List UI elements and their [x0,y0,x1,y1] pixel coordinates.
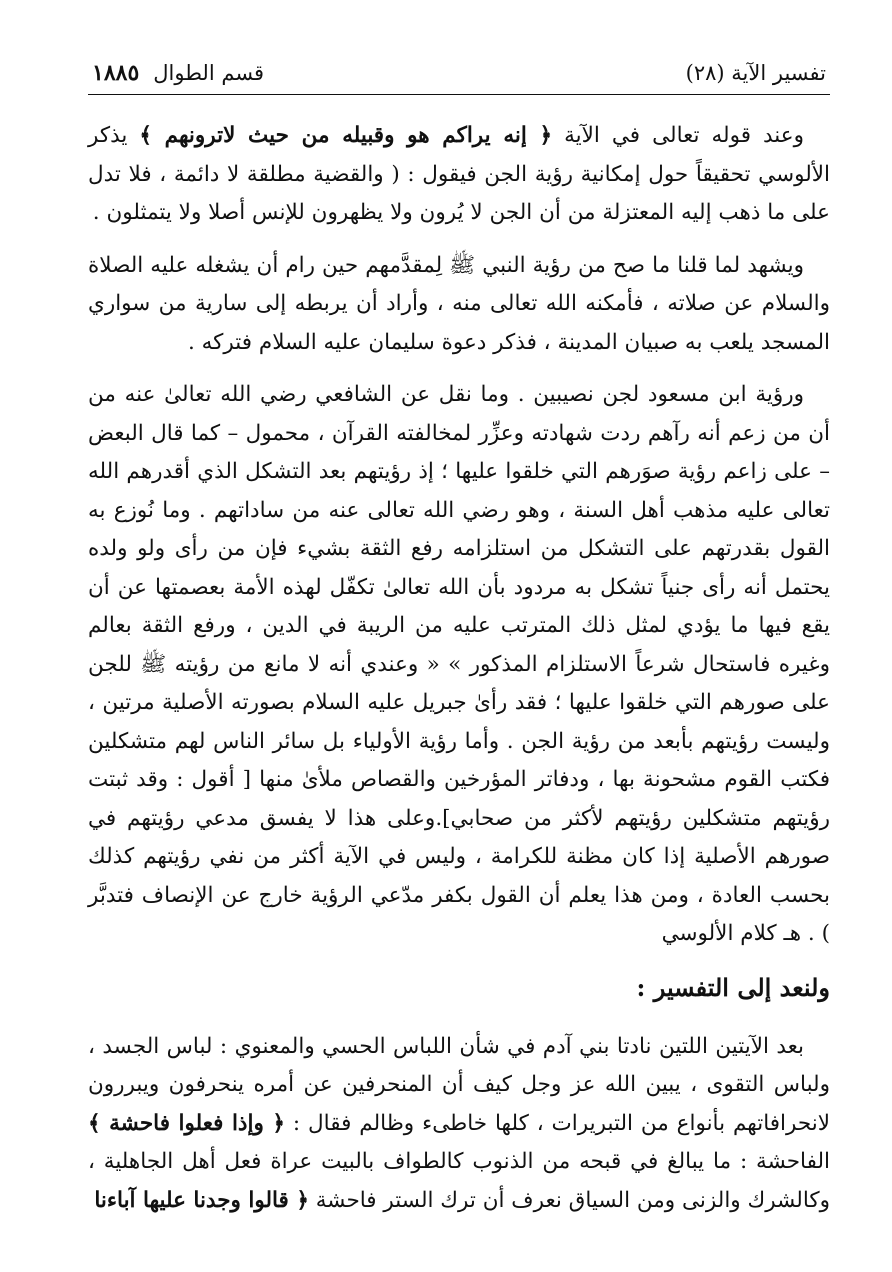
page-header [88,58,830,95]
paragraph-2: ويشهد لما قلنا ما صح من رؤية النبي ﷺ لِمقدَّمهم حين رام أن يشغله عليه الصلاة والسلام عن صلاته ، فأمكنه الله تعالى منه ، وأراد أن يربطه إلى سارية من سواري المسجد يلعب به صبيان المدينة ، فذكر دعوة سليمان عليه السلام فتركه . [88,252,830,355]
paragraph-4 [88,1028,830,1221]
paragraph-1-text-a: وعند قوله تعالى في الآية [552,123,804,148]
section-heading-text: ولنعد إلى التفسير [653,972,830,1002]
page [88,58,830,1234]
quran-quote-3: ﴿ قالوا وجدنا عليها آباءنا [94,1187,309,1213]
section-heading [88,968,830,1008]
quran-quote-1: ﴿ إنه يراكم هو وقبيله من حيث لاترونهم ﴾ [139,123,553,148]
paragraph-3 [88,376,830,954]
paragraph-3-text-b: وعلى هذا لا يفسق مدعي رؤيتهم في صورهم الأصلية إذا كان مظنة للكرامة ، وليس في الآية أكثر من نفي رؤيتهم كذلك بحسب العادة ، ومن هذا يعلم أن القول بكفر مدّعي الرؤية خارج عن الإنصاف فتدبَّر ) . هـ كلام الألوسي [88,805,830,946]
header-section: قسم الطوال [153,61,265,85]
paragraph-1-text-b: يذكر الألوسي تحقيقاً حول إمكانية رؤية الجن فيقول : ( والقضية مطلقة لا دائمة ، فلا تدل على ما ذهب إليه المعتزلة من أن الجن لا يُرون ولا يظهرون للإنس أصلا ولا يتمثلون . [88,123,830,225]
paragraph-4-text-a: بعد الآيتين اللتين نادتا بني آدم في شأن اللباس الحسي والمعنوي : لباس الجسد ، ولباس التقوى ، يبين الله عز وجل كيف أن المنحرفين عن أمره ينحرفون ويبررون لانحرافاتهم بأنواع من التبريرات ، كلها خاطىء وظالم فقال : [88,1033,830,1136]
paragraph-1 [88,117,830,233]
paragraph-3-text-a: ورؤية ابن مسعود لجن نصيبين . وما نقل عن الشافعي رضي الله تعالىٰ عنه من أن من زعم أنه رآهم ردت شهادته وعزِّر لمخالفته القرآن ، محمول – كما قال البعض – على زاعم رؤية صوَرهم التي خلقوا عليها ؛ إذ رؤيتهم بعد التشكل الذي أقدرهم الله تعالى عليه مذهب أهل السنة ، وهو رضي الله تعالى عنه من ساداتهم . وما نُوزع به القول بقدرتهم على التشكل من استلزامه رفع الثقة بشيء فإن من رأى ولو ولده يحتمل أنه رأى جنياً تشكل به مردود بأن الله تعالىٰ تكفّل لهذه الأمة بعصمتها عن أن يقع فيها ما يؤدي لمثل ذلك المترتب عليه من الريبة في الدين ، ورفع الثقة بعالم وغيره فاستحال شرعاً الاستلزام المذكور » « وعندي أنه لا مانع من رؤيته ﷺ للجن على صورهم التي خلقوا عليها ؛ فقد رأىٰ جبريل عليه السلام بصورته الأصلية مرتين ، وليست رؤيتهم بأبعد من رؤية الجن . وأما رؤية الأولياء بل سائر الناس لهم متشكلين فكتب القوم مشحونة بها ، ودفاتر المؤرخين والقصاص ملأىٰ منها [ أقول : وقد ثبتت رؤيتهم متشكلين رؤيتهم لأكثر من صحابي]. [88,382,831,831]
page-body [88,117,830,1220]
quran-quote-2: ﴿ وإذا فعلوا فاحشة ﴾ [88,1110,285,1136]
section-heading-suffix: : [636,972,654,1002]
paragraph-4-text-b: الفاحشة : ما يبالغ في قبحه من الذنوب كالطواف بالبيت عراة فعل أهل الجاهلية ، وكالشرك والزنى ومن السياق نعرف أن ترك الستر فاحشة [88,1149,830,1213]
page-number: ١٨٨٥ [92,60,140,86]
header-title: تفسير الآية (٢٨) [685,61,826,85]
header-left [92,58,264,88]
